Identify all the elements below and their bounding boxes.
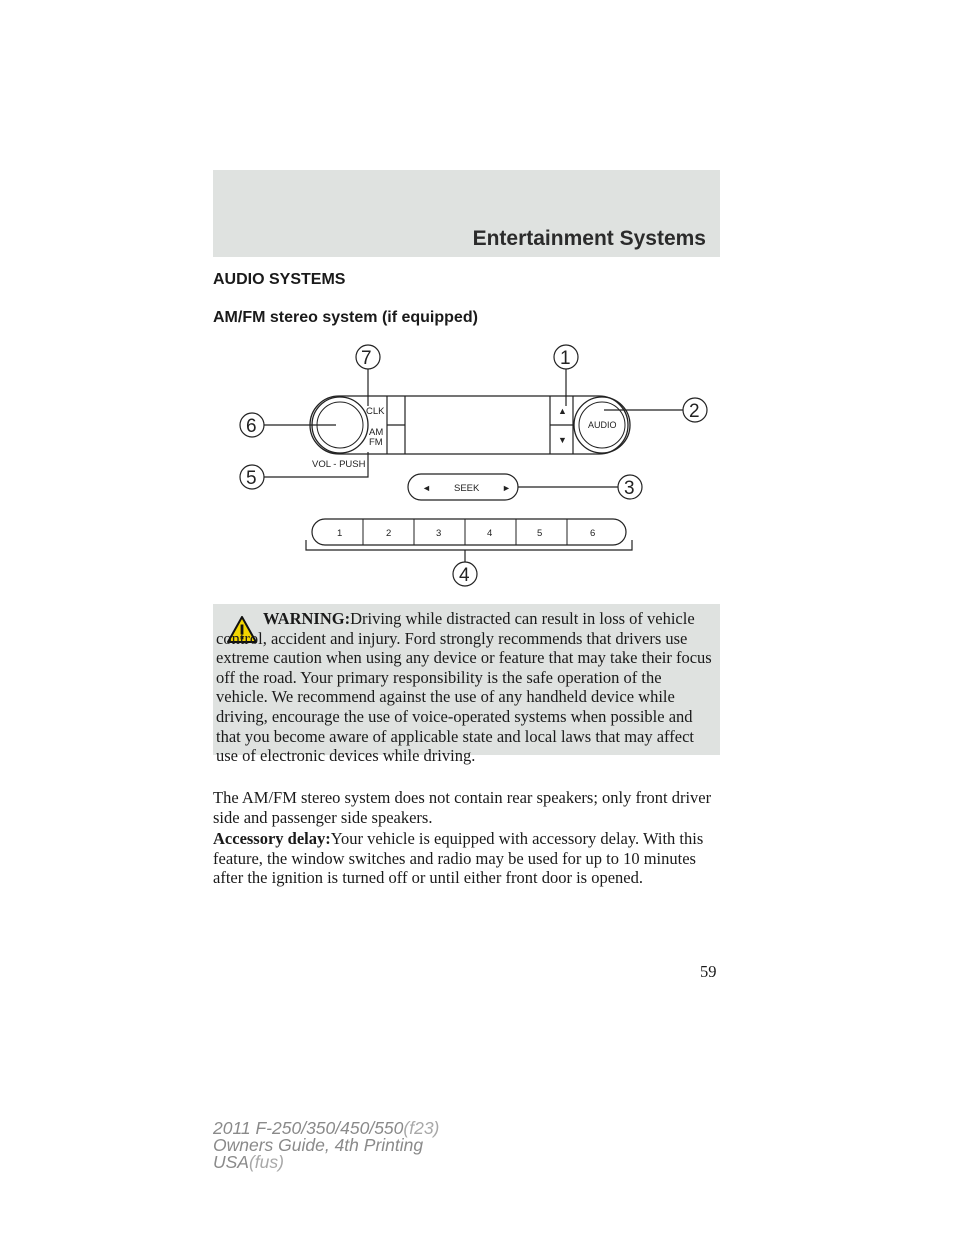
chapter-title: Entertainment Systems — [472, 227, 706, 250]
vol-push-label: VOL - PUSH — [312, 459, 366, 470]
preset-6: 6 — [590, 528, 596, 539]
footer — [213, 1120, 439, 1171]
tune-down-arrow: ▼ — [558, 435, 567, 445]
svg-text:3: 3 — [624, 478, 635, 499]
callout-7 — [356, 345, 380, 369]
warning-box — [213, 604, 720, 766]
radio-faceplate — [310, 396, 628, 454]
audio-label: AUDIO — [588, 420, 617, 430]
footer-model-code: (f23) — [403, 1118, 440, 1138]
clk-label: CLK — [366, 406, 385, 417]
paragraph-accessory-delay — [213, 829, 723, 888]
svg-text:6: 6 — [246, 416, 257, 437]
preset-4: 4 — [487, 528, 493, 539]
paragraph-speakers: The AM/FM stereo system does not contain rear speakers; only front driver side and passenger side speakers. — [213, 788, 712, 827]
callout-2 — [683, 398, 707, 422]
section-title: AUDIO SYSTEMS — [213, 271, 346, 288]
seek-right-arrow: ► — [502, 483, 511, 493]
preset-5: 5 — [537, 528, 543, 539]
callout-4 — [453, 562, 477, 586]
accessory-delay-label: Accessory delay: — [213, 829, 331, 848]
svg-text:7: 7 — [361, 348, 372, 369]
svg-text:4: 4 — [459, 565, 470, 586]
preset-bar — [312, 519, 626, 545]
footer-market: USA — [213, 1152, 249, 1172]
footer-market-code: (fus) — [248, 1152, 284, 1172]
callout-1 — [554, 345, 578, 369]
preset-2: 2 — [386, 528, 392, 539]
footer-model: 2011 F-250/350/450/550 — [213, 1118, 404, 1138]
seek-label: SEEK — [454, 483, 480, 494]
footer-printing: Owners Guide, 4th Printing — [213, 1135, 424, 1155]
accessory-delay-text: Your vehicle is equipped with accessory delay. With this feature, the window switches and radio may be used for up to 10 minutes after the ignition is turned off or until either front door is opened. — [213, 829, 704, 888]
callout-3 — [618, 475, 642, 499]
warning-label: WARNING: — [263, 609, 351, 628]
subsection-title: AM/FM stereo system (if equipped) — [213, 309, 478, 326]
tune-up-arrow: ▲ — [558, 406, 567, 416]
am-label: AM — [369, 427, 384, 438]
preset-1: 1 — [337, 528, 343, 539]
page-number: 59 — [700, 962, 717, 981]
warning-body: Driving while distracted can result in loss of vehicle control, accident and injury. Ford strongly recommends that drivers use extreme caution when using any device or feature that may take their focus off the road. Your primary responsibility is the safe operation of the vehicle. We recommend against the use of any handheld device while driving, encourage the use of voice-operated systems when possible and that you become aware of applicable state and local laws that may affect use of electronic devices while driving. — [216, 609, 712, 766]
header-band — [213, 170, 720, 257]
svg-text:5: 5 — [246, 468, 257, 489]
warning-text — [216, 609, 716, 766]
svg-text:2: 2 — [689, 401, 700, 422]
callout-6 — [240, 413, 264, 437]
seek-left-arrow: ◄ — [422, 483, 431, 493]
preset-3: 3 — [436, 528, 442, 539]
callout-5 — [240, 465, 264, 489]
fm-label: FM — [369, 437, 383, 448]
svg-text:1: 1 — [560, 348, 571, 369]
radio-diagram — [232, 340, 712, 590]
